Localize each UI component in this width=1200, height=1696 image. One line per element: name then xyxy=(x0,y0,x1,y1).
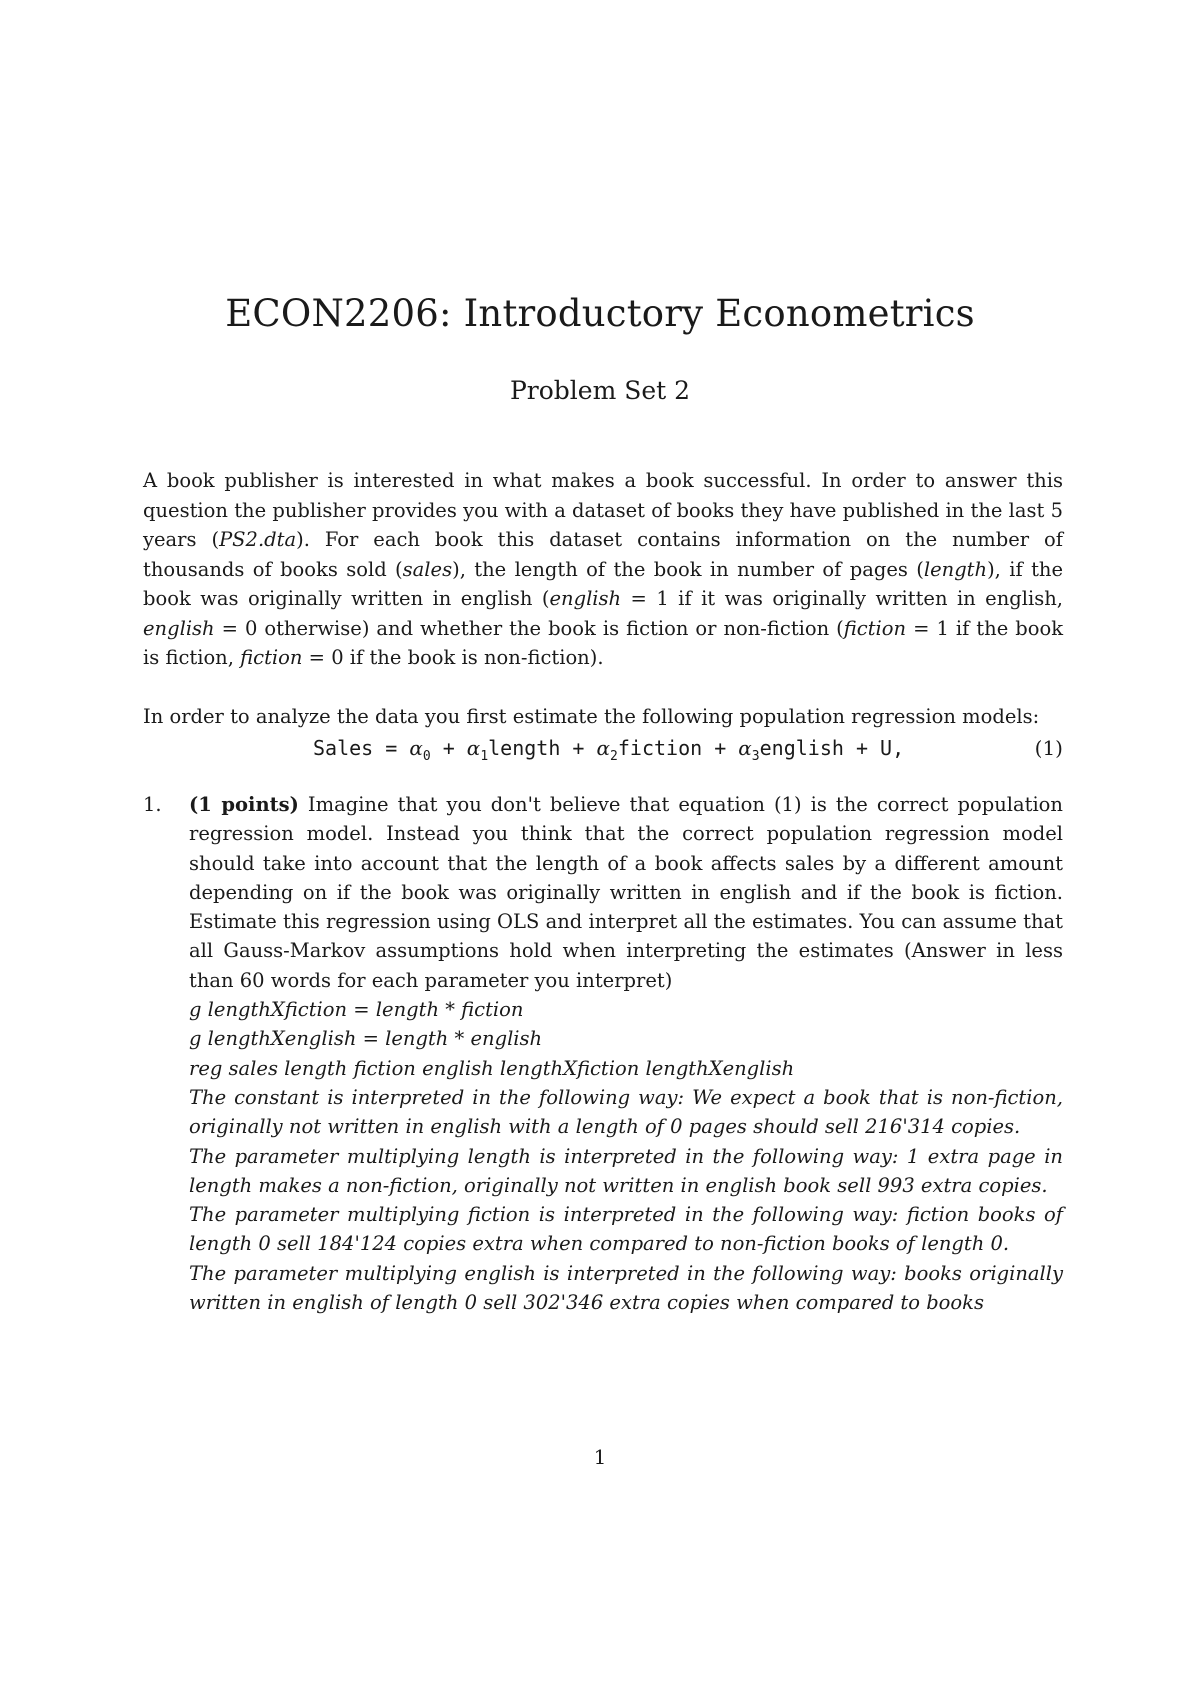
variable-name: english xyxy=(549,587,622,610)
alpha-symbol: α xyxy=(596,736,611,760)
regression-equation xyxy=(143,730,1063,766)
question-points: (1 points) xyxy=(189,793,299,816)
alpha-subscript: 1 xyxy=(480,749,489,764)
intro-text: ), the length of the book in number of pages ( xyxy=(452,557,924,581)
answer-paragraph: The parameter multiplying fiction is interpreted in the following way: fiction books of length 0 sell 184'124 copies extra when compared to non-fiction books of length 0. xyxy=(189,1203,1063,1256)
stata-command: g lengthXfiction = length * fiction xyxy=(189,998,524,1022)
answer-paragraph: The parameter multiplying length is interpreted in the following way: 1 extra page in length makes a non-fiction, originally not written in english book sell 993 extra copies. xyxy=(189,1144,1063,1197)
intro-text: ). For each book this dataset contains information on the number of thousands of books sold ( xyxy=(143,528,1063,581)
equation-term: english + U, xyxy=(759,736,905,760)
variable-name: length xyxy=(923,557,988,581)
alpha-symbol: α xyxy=(738,736,752,760)
answer-paragraph: The constant is interpreted in the following way: We expect a book that is non-fiction, originally not written in english with a length of 0 pages should sell 216'314 copies. xyxy=(189,1085,1063,1139)
equation-lhs: Sales = xyxy=(313,736,410,760)
equation-body xyxy=(313,736,904,764)
lead-sentence: In order to analyze the data you first estimate the following population regression models: xyxy=(143,705,1040,728)
alpha-subscript: 0 xyxy=(422,749,431,764)
intro-text: = 0 if the book is non-fiction). xyxy=(302,646,604,669)
question-text: Imagine that you don't believe that equation (1) is the correct population regression model. Instead you think that the correct population regression model should take into account that the length of a book affects sales by a different amount depending on if the book was originally written in english and if the book is fiction. Estimate this regression using OLS and interpret all the estimates. You can assume that all Gauss-Markov assumptions hold when interpreting the estimates (Answer in less than 60 words for each parameter you interpret) xyxy=(189,793,1063,992)
intro-text: = 0 otherwise) and whether the book is fiction or non-fiction ( xyxy=(214,616,844,640)
equation-term: + xyxy=(430,736,467,760)
variable-name: fiction xyxy=(843,616,907,640)
dataset-name: PS2.dta xyxy=(219,528,297,551)
stata-command: reg sales length fiction english lengthXfiction lengthXenglish xyxy=(189,1056,795,1080)
variable-name: english xyxy=(143,616,215,640)
question-1 xyxy=(143,790,1063,1317)
alpha-symbol: α xyxy=(409,736,423,760)
page-number: 1 xyxy=(593,1445,607,1469)
variable-name: sales xyxy=(402,557,453,581)
intro-text: ), if the book was originally written in english ( xyxy=(143,557,1064,610)
equation-term: length + xyxy=(488,736,597,760)
question-body xyxy=(189,790,1063,1317)
intro-paragraph xyxy=(143,466,1063,673)
intro-text: = 1 if it was originally written in english, xyxy=(621,587,1063,610)
intro-text: A book publisher is interested in what makes a book successful. In order to answer this question the publisher provides you with a dataset of books they have published in the last 5 years ( xyxy=(143,469,1063,551)
answer-paragraph: The parameter multiplying english is interpreted in the following way: books originally written in english of length 0 sell 302'346 extra copies when compared to books xyxy=(189,1261,1063,1315)
equation-number: (1) xyxy=(1034,736,1063,760)
intro-text: = 1 if the book is fiction, xyxy=(143,616,1064,669)
page-subtitle: Problem Set 2 xyxy=(509,376,691,405)
question-number: 1. xyxy=(143,793,162,816)
variable-name: fiction xyxy=(240,646,303,669)
alpha-symbol: α xyxy=(466,736,481,760)
alpha-subscript: 3 xyxy=(751,749,760,764)
stata-command: g lengthXenglish = length * english xyxy=(189,1027,543,1051)
alpha-subscript: 2 xyxy=(610,749,618,764)
equation-term: fiction + xyxy=(617,736,739,760)
page-title: ECON2206: Introductory Econometrics xyxy=(225,292,975,335)
question-prompt xyxy=(189,790,1063,995)
